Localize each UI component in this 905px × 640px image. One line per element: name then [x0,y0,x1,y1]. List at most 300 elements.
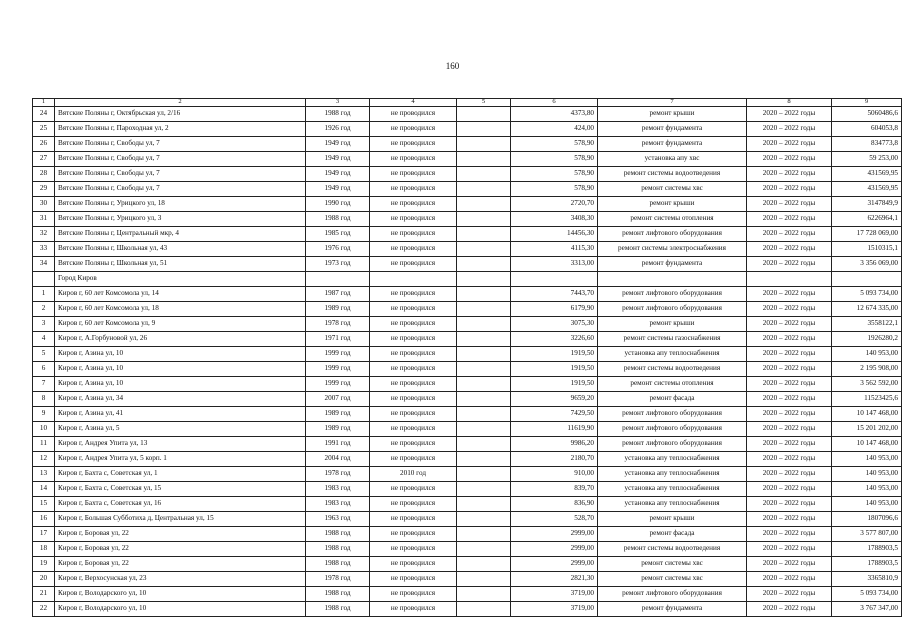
last-repair-cell: не проводился [370,242,457,257]
cost-cell: 1788903,5 [832,557,902,572]
last-repair-cell: не проводился [370,452,457,467]
period-cell: 2020 – 2022 годы [747,482,832,497]
build-year-cell: 1989 год [306,407,370,422]
build-year-cell: 2004 год [306,452,370,467]
area-cell: 3226,60 [511,332,598,347]
address-cell: Киров г, Азина ул, 5 [55,422,306,437]
area-cell: 3719,00 [511,602,598,617]
empty-cell [457,227,511,242]
last-repair-cell: не проводился [370,377,457,392]
last-repair-cell: не проводился [370,257,457,272]
last-repair-cell: не проводился [370,182,457,197]
cost-cell: 1926280,2 [832,332,902,347]
build-year-cell: 1988 год [306,527,370,542]
build-year-cell: 1999 год [306,362,370,377]
work-type-cell: установка апу теплоснабжения [598,452,747,467]
period-cell: 2020 – 2022 годы [747,212,832,227]
address-cell: Киров г, Боровая ул, 22 [55,557,306,572]
area-cell: 11619,90 [511,422,598,437]
cost-cell: 5 093 734,00 [832,287,902,302]
area-cell: 7443,70 [511,287,598,302]
row-number-cell: 33 [33,242,55,257]
empty-cell [457,512,511,527]
empty-cell [457,302,511,317]
address-cell: Киров г, Володарского ул, 10 [55,602,306,617]
empty-cell [457,317,511,332]
period-cell: 2020 – 2022 годы [747,122,832,137]
cost-cell: 11523425,6 [832,392,902,407]
build-year-cell: 1991 год [306,437,370,452]
work-type-cell: установка апу теплоснабжения [598,482,747,497]
empty-cell [457,362,511,377]
column-number-4: 4 [370,99,457,107]
repair-registry-table [32,98,902,617]
cost-cell: 12 674 335,00 [832,302,902,317]
period-cell: 2020 – 2022 годы [747,437,832,452]
period-cell: 2020 – 2022 годы [747,287,832,302]
period-cell: 2020 – 2022 годы [747,557,832,572]
period-cell: 2020 – 2022 годы [747,512,832,527]
last-repair-cell: не проводился [370,527,457,542]
period-cell: 2020 – 2022 годы [747,302,832,317]
build-year-cell: 1985 год [306,227,370,242]
last-repair-cell: не проводился [370,197,457,212]
cost-cell: 10 147 468,00 [832,407,902,422]
address-cell: Вятские Поляны г, Урицкого ул, 3 [55,212,306,227]
row-number-cell: 4 [33,332,55,347]
row-number-cell: 5 [33,347,55,362]
cost-cell: 140 953,00 [832,452,902,467]
area-cell: 910,00 [511,467,598,482]
work-type-cell: ремонт лифтового оборудования [598,287,747,302]
last-repair-cell: не проводился [370,542,457,557]
area-cell: 578,90 [511,137,598,152]
row-number-cell: 12 [33,452,55,467]
period-cell: 2020 – 2022 годы [747,587,832,602]
table-row [33,302,902,317]
last-repair-cell: не проводился [370,497,457,512]
table-row [33,167,902,182]
address-cell: Киров г, 60 лет Комсомола ул, 9 [55,317,306,332]
table-row [33,407,902,422]
area-cell: 4373,80 [511,107,598,122]
period-cell: 2020 – 2022 годы [747,467,832,482]
address-cell: Вятские Поляны г, Свободы ул, 7 [55,152,306,167]
empty-cell [457,452,511,467]
area-cell: 1919,50 [511,347,598,362]
column-number-5: 5 [457,99,511,107]
table-row [33,527,902,542]
area-cell: 2180,70 [511,452,598,467]
empty-cell [457,467,511,482]
area-cell: 578,90 [511,152,598,167]
last-repair-cell: не проводился [370,482,457,497]
row-number-cell: 21 [33,587,55,602]
column-number-9: 9 [832,99,902,107]
empty-cell [457,482,511,497]
address-cell: Киров г, Азина ул, 41 [55,407,306,422]
work-type-cell: ремонт системы хвс [598,182,747,197]
build-year-cell: 1973 год [306,257,370,272]
cost-cell: 3365810,9 [832,572,902,587]
work-type-cell: ремонт фасада [598,527,747,542]
address-cell: Вятские Поляны г, Школьная ул, 43 [55,242,306,257]
row-number-cell: 34 [33,257,55,272]
period-cell: 2020 – 2022 годы [747,422,832,437]
build-year-cell: 1978 год [306,467,370,482]
empty-cell [457,242,511,257]
row-number-cell: 31 [33,212,55,227]
work-type-cell: ремонт лифтового оборудования [598,437,747,452]
table-row [33,362,902,377]
empty-cell [457,542,511,557]
area-cell: 9659,20 [511,392,598,407]
table-row [33,452,902,467]
address-cell: Вятские Поляны г, Урицкого ул, 18 [55,197,306,212]
work-type-cell: ремонт системы отопления [598,212,747,227]
last-repair-cell: не проводился [370,407,457,422]
row-number-cell: 25 [33,122,55,137]
build-year-cell: 1983 год [306,497,370,512]
empty-cell [457,152,511,167]
row-number-cell: 13 [33,467,55,482]
cost-cell: 3 356 069,00 [832,257,902,272]
build-year-cell: 1949 год [306,182,370,197]
cost-cell: 3 577 807,00 [832,527,902,542]
empty-cell [457,287,511,302]
table-row [33,557,902,572]
address-cell: Киров г, Азина ул, 10 [55,362,306,377]
work-type-cell: ремонт системы водоотведения [598,542,747,557]
empty-cell [457,347,511,362]
build-year-cell: 1988 год [306,602,370,617]
last-repair-cell: не проводился [370,302,457,317]
column-number-1: 1 [33,99,55,107]
work-type-cell: ремонт лифтового оборудования [598,587,747,602]
city-heading: Город Киров [55,272,306,287]
table-row [33,287,902,302]
empty-cell [457,182,511,197]
table-row [33,467,902,482]
empty-cell [457,602,511,617]
period-cell: 2020 – 2022 годы [747,347,832,362]
column-number-3: 3 [306,99,370,107]
table-row [33,122,902,137]
address-cell: Киров г, Андрея Упита ул, 5 корп. 1 [55,452,306,467]
empty-cell [457,497,511,512]
cost-cell: 834773,8 [832,137,902,152]
build-year-cell [306,272,370,287]
empty-cell [457,197,511,212]
work-type-cell: ремонт системы отопления [598,377,747,392]
row-number-cell: 17 [33,527,55,542]
cost-cell: 5060486,6 [832,107,902,122]
period-cell: 2020 – 2022 годы [747,242,832,257]
table-row [33,257,902,272]
build-year-cell: 1949 год [306,152,370,167]
last-repair-cell: 2010 год [370,467,457,482]
period-cell: 2020 – 2022 годы [747,182,832,197]
address-cell: Киров г, Боровая ул, 22 [55,542,306,557]
table-row [33,572,902,587]
row-number-cell: 15 [33,497,55,512]
row-number-cell: 16 [33,512,55,527]
area-cell: 3313,00 [511,257,598,272]
last-repair-cell: не проводился [370,107,457,122]
empty-cell [457,272,511,287]
empty-cell [457,137,511,152]
period-cell: 2020 – 2022 годы [747,257,832,272]
cost-cell: 3 767 347,00 [832,602,902,617]
area-cell: 2999,00 [511,542,598,557]
work-type-cell: ремонт лифтового оборудования [598,407,747,422]
area-cell: 2720,70 [511,197,598,212]
cost-cell: 140 953,00 [832,467,902,482]
build-year-cell: 1983 год [306,482,370,497]
work-type-cell: ремонт фундамента [598,122,747,137]
table-row [33,377,902,392]
row-number-cell: 7 [33,377,55,392]
last-repair-cell: не проводился [370,437,457,452]
cost-cell: 1788903,5 [832,542,902,557]
row-number-cell: 30 [33,197,55,212]
period-cell: 2020 – 2022 годы [747,317,832,332]
build-year-cell: 1988 год [306,557,370,572]
table-row [33,497,902,512]
work-type-cell: установка апу теплоснабжения [598,467,747,482]
period-cell: 2020 – 2022 годы [747,227,832,242]
row-number-cell: 32 [33,227,55,242]
area-cell: 14456,30 [511,227,598,242]
row-number-cell: 8 [33,392,55,407]
last-repair-cell: не проводился [370,317,457,332]
cost-cell: 431569,95 [832,182,902,197]
table-row [33,437,902,452]
address-cell: Киров г, Азина ул, 10 [55,377,306,392]
area-cell: 839,70 [511,482,598,497]
period-cell: 2020 – 2022 годы [747,407,832,422]
address-cell: Киров г, Верхосунская ул, 23 [55,572,306,587]
row-number-cell: 20 [33,572,55,587]
work-type-cell: ремонт лифтового оборудования [598,227,747,242]
empty-cell [457,167,511,182]
area-cell: 3408,30 [511,212,598,227]
empty-cell [457,212,511,227]
area-cell: 2999,00 [511,557,598,572]
table-row [33,152,902,167]
build-year-cell: 1988 год [306,107,370,122]
empty-cell [457,422,511,437]
work-type-cell: ремонт крыши [598,107,747,122]
area-cell: 836,90 [511,497,598,512]
table-row [33,107,902,122]
last-repair-cell: не проводился [370,137,457,152]
empty-cell [457,377,511,392]
table-row [33,422,902,437]
period-cell: 2020 – 2022 годы [747,527,832,542]
last-repair-cell: не проводился [370,287,457,302]
empty-cell [457,572,511,587]
last-repair-cell [370,272,457,287]
column-number-8: 8 [747,99,832,107]
empty-cell [457,557,511,572]
cost-cell: 604053,8 [832,122,902,137]
empty-cell [457,332,511,347]
last-repair-cell: не проводился [370,167,457,182]
period-cell: 2020 – 2022 годы [747,602,832,617]
build-year-cell: 1999 год [306,347,370,362]
table-row [33,317,902,332]
area-cell: 528,70 [511,512,598,527]
table-row [33,542,902,557]
address-cell: Вятские Поляны г, Октябрьская ул, 2/16 [55,107,306,122]
address-cell: Киров г, Азина ул, 10 [55,347,306,362]
cost-cell [832,272,902,287]
last-repair-cell: не проводился [370,392,457,407]
address-cell: Вятские Поляны г, Свободы ул, 7 [55,182,306,197]
area-cell: 1919,50 [511,377,598,392]
build-year-cell: 1971 год [306,332,370,347]
build-year-cell: 1978 год [306,317,370,332]
table-row [33,137,902,152]
empty-cell [457,587,511,602]
column-number-7: 7 [598,99,747,107]
cost-cell: 3147849,9 [832,197,902,212]
empty-cell [457,527,511,542]
build-year-cell: 1987 год [306,287,370,302]
table-row [33,182,902,197]
address-cell: Вятские Поляны г, Школьная ул, 51 [55,257,306,272]
empty-cell [457,437,511,452]
work-type-cell: ремонт крыши [598,197,747,212]
period-cell: 2020 – 2022 годы [747,332,832,347]
area-cell: 2821,30 [511,572,598,587]
last-repair-cell: не проводился [370,227,457,242]
column-number-header [33,99,902,107]
cost-cell: 59 253,00 [832,152,902,167]
last-repair-cell: не проводился [370,122,457,137]
address-cell: Киров г, 60 лет Комсомола ул, 14 [55,287,306,302]
period-cell: 2020 – 2022 годы [747,452,832,467]
table-row [33,197,902,212]
row-number-cell: 11 [33,437,55,452]
row-number-cell: 26 [33,137,55,152]
empty-cell [457,392,511,407]
cost-cell: 1807096,6 [832,512,902,527]
row-number-cell: 29 [33,182,55,197]
row-number-cell: 6 [33,362,55,377]
area-cell: 3075,30 [511,317,598,332]
address-cell: Киров г, Азина ул, 34 [55,392,306,407]
table-row [33,392,902,407]
table-row [33,587,902,602]
work-type-cell: ремонт системы хвс [598,572,747,587]
address-cell: Киров г, Бахта с, Советская ул, 16 [55,497,306,512]
address-cell: Вятские Поляны г, Центральный мкр, 4 [55,227,306,242]
period-cell: 2020 – 2022 годы [747,152,832,167]
build-year-cell: 1989 год [306,302,370,317]
row-number-cell: 2 [33,302,55,317]
row-number-cell: 28 [33,167,55,182]
work-type-cell: ремонт фасада [598,392,747,407]
city-heading-row [33,272,902,287]
cost-cell: 17 728 069,00 [832,227,902,242]
build-year-cell: 1978 год [306,572,370,587]
period-cell: 2020 – 2022 годы [747,377,832,392]
area-cell [511,272,598,287]
row-number-cell: 10 [33,422,55,437]
address-cell: Киров г, Андрея Упита ул, 13 [55,437,306,452]
period-cell: 2020 – 2022 годы [747,362,832,377]
last-repair-cell: не проводился [370,422,457,437]
period-cell: 2020 – 2022 годы [747,542,832,557]
row-number-cell: 14 [33,482,55,497]
period-cell: 2020 – 2022 годы [747,167,832,182]
work-type-cell: установка апу теплоснабжения [598,347,747,362]
address-cell: Киров г, Боровая ул, 22 [55,527,306,542]
last-repair-cell: не проводился [370,347,457,362]
last-repair-cell: не проводился [370,362,457,377]
area-cell: 578,90 [511,167,598,182]
work-type-cell: ремонт крыши [598,317,747,332]
cost-cell: 2 195 908,00 [832,362,902,377]
last-repair-cell: не проводился [370,152,457,167]
area-cell: 2999,00 [511,527,598,542]
row-number-cell: 24 [33,107,55,122]
address-cell: Киров г, Володарского ул, 10 [55,587,306,602]
area-cell: 4115,30 [511,242,598,257]
last-repair-cell: не проводился [370,557,457,572]
table-body [33,99,902,617]
cost-cell: 15 201 202,00 [832,422,902,437]
period-cell [747,272,832,287]
table-row [33,212,902,227]
cost-cell: 6226964,1 [832,212,902,227]
page-number: 160 [445,61,460,71]
column-number-6: 6 [511,99,598,107]
area-cell: 578,90 [511,182,598,197]
table-row [33,512,902,527]
build-year-cell: 1989 год [306,422,370,437]
cost-cell: 140 953,00 [832,347,902,362]
cost-cell: 10 147 468,00 [832,437,902,452]
last-repair-cell: не проводился [370,587,457,602]
build-year-cell: 1988 год [306,542,370,557]
address-cell: Вятские Поляны г, Пароходная ул, 2 [55,122,306,137]
cost-cell: 3 562 592,00 [832,377,902,392]
table-row [33,332,902,347]
area-cell: 9986,20 [511,437,598,452]
cost-cell: 5 093 734,00 [832,587,902,602]
cost-cell: 3558122,1 [832,317,902,332]
work-type-cell: ремонт системы хвс [598,557,747,572]
period-cell: 2020 – 2022 годы [747,497,832,512]
period-cell: 2020 – 2022 годы [747,137,832,152]
address-cell: Киров г, Бахта с, Советская ул, 15 [55,482,306,497]
work-type-cell: ремонт крыши [598,512,747,527]
build-year-cell: 1990 год [306,197,370,212]
last-repair-cell: не проводился [370,332,457,347]
table-row [33,347,902,362]
row-number-cell: 19 [33,557,55,572]
column-number-2: 2 [55,99,306,107]
work-type-cell: ремонт системы водоотведения [598,362,747,377]
period-cell: 2020 – 2022 годы [747,107,832,122]
build-year-cell: 1988 год [306,587,370,602]
address-cell: Киров г, Бахта с, Советская ул, 1 [55,467,306,482]
work-type-cell: ремонт фундамента [598,137,747,152]
address-cell: Киров г, А.Горбуновой ул, 26 [55,332,306,347]
